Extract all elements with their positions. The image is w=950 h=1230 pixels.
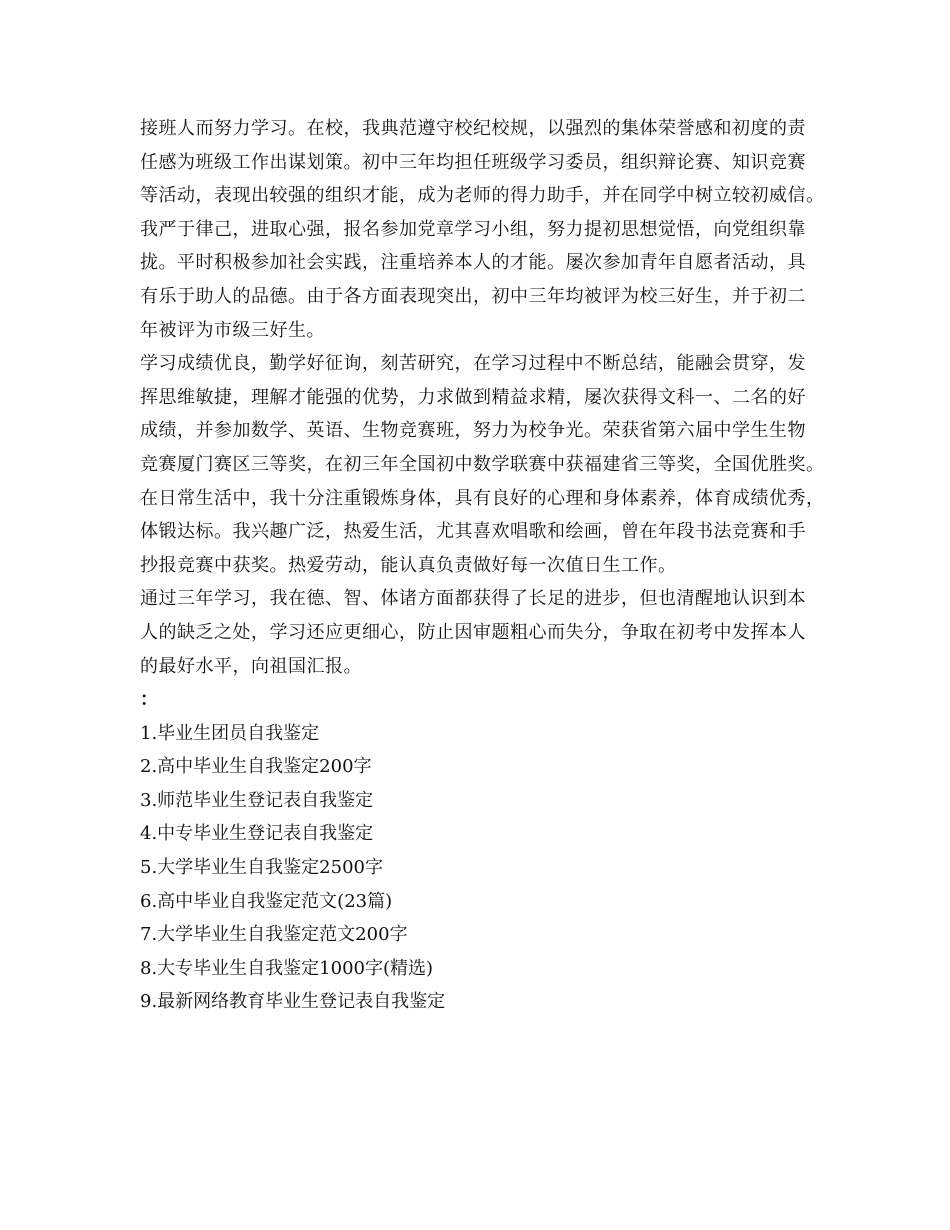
text-line: 体锻达标。我兴趣广泛，热爱生活，尤其喜欢唱歌和绘画，曾在年段书法竞赛和手 (140, 521, 806, 543)
list-item[interactable]: 7.大学毕业生自我鉴定范文200字 (140, 924, 408, 946)
text-line: 挥思维敏捷，理解才能强的优势，力求做到精益求精，屡次获得文科一、二名的好 (140, 386, 806, 408)
text-line: 的最好水平，向祖国汇报。 (140, 655, 362, 677)
text-line: 有乐于助人的品德。由于各方面表现突出，初中三年均被评为校三好生，并于初二 (140, 285, 806, 307)
paragraph-1 (140, 112, 830, 347)
text-line: 我严于律己，进取心强，报名参加党章学习小组，努力提初思想觉悟，向党组织靠 (140, 218, 806, 240)
text-line: 人的缺乏之处，学习还应更细心，防止因审题粗心而失分，争取在初考中发挥本人 (140, 621, 806, 643)
list-item[interactable]: 2.高中毕业生自我鉴定200字 (140, 756, 372, 778)
text-line: 年被评为市级三好生。 (140, 319, 325, 341)
text-line: 等活动，表现出较强的组织才能，成为老师的得力助手，并在同学中树立较初威信。 (140, 185, 825, 207)
list-item[interactable]: 6.高中毕业自我鉴定范文(23篇) (140, 890, 393, 912)
list-item[interactable]: 1.毕业生团员自我鉴定 (140, 722, 320, 744)
text-line: 接班人而努力学习。在校，我典范遵守校纪校规，以强烈的集体荣誉感和初度的责 (140, 118, 806, 139)
text-line: 竞赛厦门赛区三等奖，在初三年全国初中数学联赛中获福建省三等奖，全国优胜奖。 (140, 453, 825, 475)
text-line: 在日常生活中，我十分注重锻炼身体，具有良好的心理和身体素养，体育成绩优秀， (140, 487, 825, 509)
text-line: 成绩，并参加数学、英语、生物竞赛班，努力为校争光。荣获省第六届中学生生物 (140, 420, 806, 442)
list-item[interactable]: 9.最新网络教育毕业生登记表自我鉴定 (140, 991, 446, 1013)
list-item[interactable]: 3.师范毕业生登记表自我鉴定 (140, 789, 374, 811)
text-line: 抄报竞赛中获奖。热爱劳动，能认真负责做好每一次值日生工作。 (140, 554, 677, 576)
paragraph-3 (140, 582, 830, 683)
list-item[interactable]: 5.大学毕业生自我鉴定2500字 (140, 857, 383, 879)
text-line: 学习成绩优良，勤学好征询，刻苦研究，在学习过程中不断总结，能融会贯穿，发 (140, 353, 806, 375)
text-line: 任感为班级工作出谋划策。初中三年均担任班级学习委员，组织辩论赛、知识竞赛 (140, 151, 806, 173)
section-colon: ： (140, 689, 158, 711)
text-line: 通过三年学习，我在德、智、体诸方面都获得了长足的进步，但也清醒地认识到本 (140, 588, 806, 610)
document-page (140, 112, 830, 1019)
list-item[interactable]: 8.大专毕业生自我鉴定1000字(精选) (140, 957, 434, 979)
related-list (140, 717, 830, 1019)
text-line: 拢。平时积极参加社会实践，注重培养本人的才能。屡次参加青年自愿者活动，具 (140, 252, 806, 274)
list-item[interactable]: 4.中专毕业生登记表自我鉴定 (140, 823, 374, 845)
paragraph-2 (140, 347, 830, 582)
